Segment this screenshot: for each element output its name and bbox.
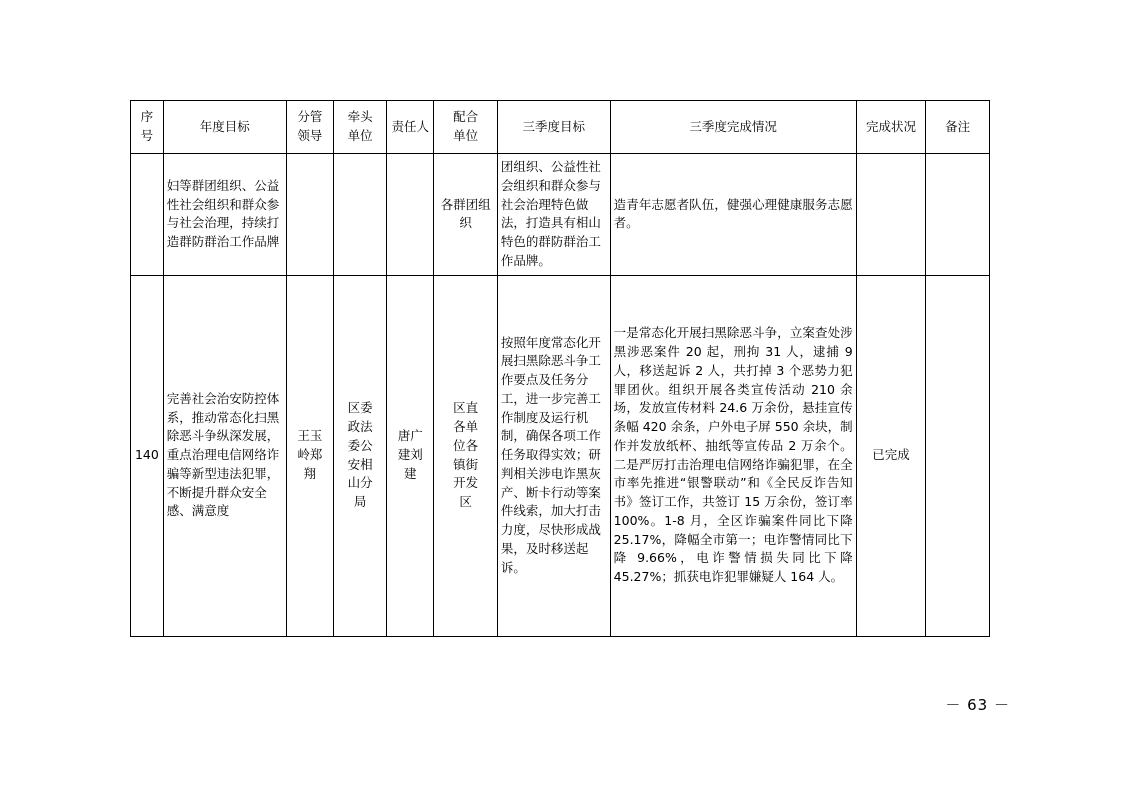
cell-remark	[926, 154, 990, 276]
cell-person: 唐广建刘建	[387, 275, 434, 636]
cell-q3-done: 一是常态化开展扫黑除恶斗争，立案查处涉黑涉恶案件 20 起，刑拘 31 人，逮捕 9 人，移送起诉 2 人，共打掉 3 个恶势力犯罪团伙。组织开展各类宣传活动 210 余场，发放宣传材料 24.6 万余份，悬挂宣传条幅 420 余条，户外电子屏 550 余块，制作并发放纸杯、抽纸等宣传品 2 万余个。二是严厉打击治理电信网络诈骗犯罪，在全市率先推进“银警联动”和《全民反诈告知书》签订工作，共签订 15 万余份，签订率 100%。1-8 月，全区诈骗案件同比下降 25.17%，降幅全市第一；电诈警情同比下降 9.66%，电诈警情损失同比下降 45.27%；抓获电诈犯罪嫌疑人 164 人。	[610, 275, 856, 636]
page-number: － 63 －	[945, 696, 1010, 714]
cell-lead-unit: 区委政法委公安相山分局	[333, 275, 386, 636]
cell-person	[387, 154, 434, 276]
cell-q3-done: 造青年志愿者队伍，健强心理健康服务志愿者。	[610, 154, 856, 276]
header-status: 完成状况	[856, 101, 926, 154]
cell-coop-unit: 区直各单位各镇街开发区	[434, 275, 498, 636]
cell-seq: 140	[131, 275, 164, 636]
header-remark: 备注	[926, 101, 990, 154]
cell-q3-goal: 团组织、公益性社会组织和群众参与社会治理特色做法，打造具有相山特色的群防群治工作品牌。	[497, 154, 610, 276]
cell-coop-unit: 各群团组织	[434, 154, 498, 276]
table-header-row	[131, 101, 990, 154]
header-lead-unit: 牵头 单位	[333, 101, 386, 154]
cell-annual-goal: 完善社会治安防控体系，推动常态化扫黑除恶斗争纵深发展，重点治理电信网络诈骗等新型违法犯罪，不断提升群众安全感、满意度	[163, 275, 286, 636]
table-row	[131, 275, 990, 636]
cell-q3-goal: 按照年度常态化开展扫黑除恶斗争工作要点及任务分工，进一步完善工作制度及运行机制，确保各项工作任务取得实效；研判相关涉电诈黑灰产、断卡行动等案件线索，加大打击力度，尽快形成战果，及时移送起诉。	[497, 275, 610, 636]
cell-leader: 王玉岭郑翔	[286, 275, 333, 636]
header-leader: 分管 领导	[286, 101, 333, 154]
table-row	[131, 154, 990, 276]
cell-remark	[926, 275, 990, 636]
header-seq: 序 号	[131, 101, 164, 154]
header-q3-goal: 三季度目标	[497, 101, 610, 154]
cell-status: 已完成	[856, 275, 926, 636]
header-coop-unit: 配合 单位	[434, 101, 498, 154]
header-q3-done: 三季度完成情况	[610, 101, 856, 154]
cell-status	[856, 154, 926, 276]
progress-table	[130, 100, 990, 637]
cell-leader	[286, 154, 333, 276]
header-person: 责任人	[387, 101, 434, 154]
cell-lead-unit	[333, 154, 386, 276]
cell-seq	[131, 154, 164, 276]
header-annual-goal: 年度目标	[163, 101, 286, 154]
cell-annual-goal: 妇等群团组织、公益性社会组织和群众参与社会治理，持续打造群防群治工作品牌	[163, 154, 286, 276]
